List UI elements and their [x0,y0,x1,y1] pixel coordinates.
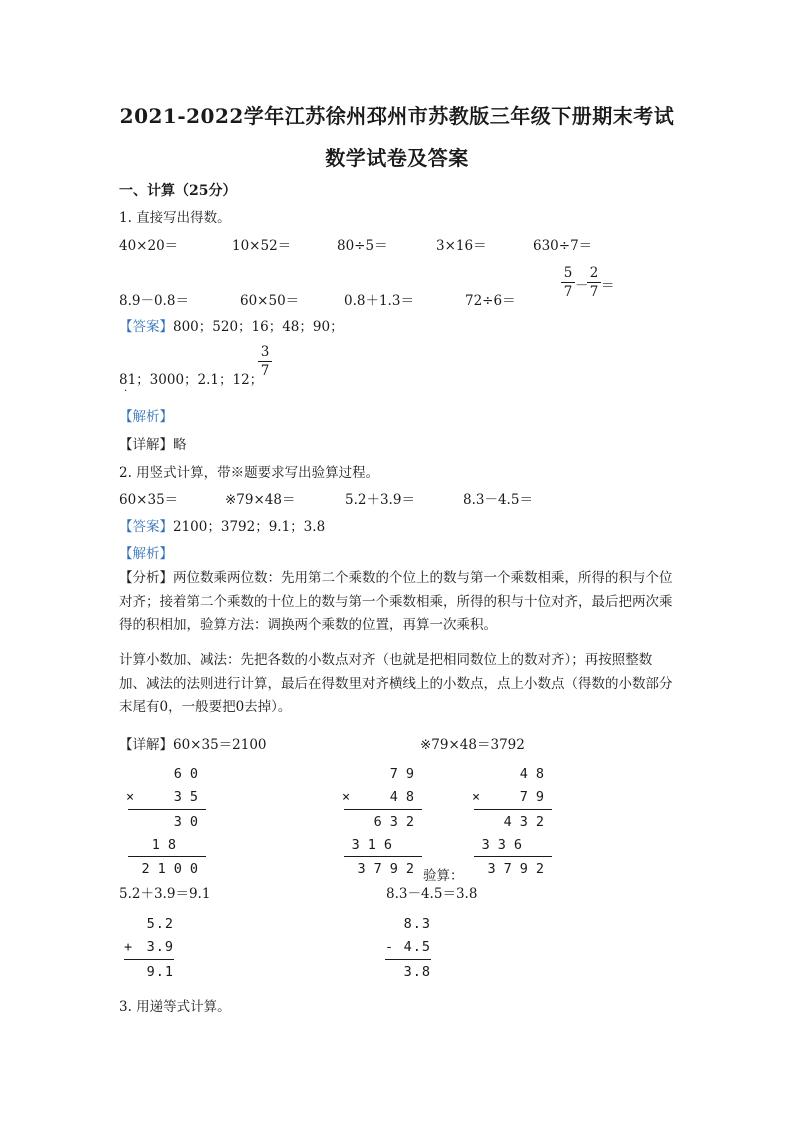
q2-eq4: 8.3－4.5＝3.8 [386,886,478,902]
fenxi-tag: 【分析】 [119,570,173,586]
dot-mark: · [124,386,128,397]
q2-decimal-method: 计算小数加、减法：先把各数的小数点对齐（也就是把相同数位上的数对齐）；再按照整数加、减法的法则进行计算，最后在得数里对齐横线上的小数点，点上小数点（得数的小数部分末尾有0，一般要把0去掉）。 [119,652,673,715]
answer-tag: 【答案】 [119,319,173,335]
fraction-numerator: 2 [589,265,599,281]
calc-partial-1: 30 [173,814,206,830]
calc-result: 9.1 [146,964,174,980]
q2-eq3: 5.2＋3.9＝9.1 [119,886,211,902]
multiply-sign: × [342,789,351,805]
calc-line [124,959,174,960]
fraction-5-7 [561,265,575,300]
calc-top: 48 [519,766,552,782]
vertical-calc-8.3minus4.5 [383,916,431,991]
minus-sign: - [385,939,394,955]
fraction-denominator: 7 [563,284,573,300]
calc-second: 3.9 [146,939,174,955]
plus-sign: + [124,939,133,955]
calc-partial-1: 632 [373,814,422,830]
q1-item: 40×20＝ [119,238,179,254]
q2-prompt: 2. 用竖式计算，带※题要求写出验算过程。 [119,465,380,481]
q1-item: 630÷7＝ [533,238,593,254]
answer-text: 2100；3792；9.1；3.8 [173,519,326,535]
detail-tag: 【详解】 [119,437,173,453]
fraction-bar [258,361,272,362]
calc-result: 2100 [141,861,206,877]
multiply-sign: × [126,789,135,805]
calc-result: 3792 [357,861,422,877]
q1-item: 80÷5＝ [337,238,388,254]
calc-partial-2: 18 [151,837,184,853]
vertical-calc-79x48 [338,766,422,886]
title-line-1: 2021-2022学年江苏徐州邳州市苏教版三年级下册期末考试 [119,104,675,128]
detail-text: 略 [173,437,187,453]
calc-top: 60 [173,766,206,782]
calc-multiplier: 35 [173,789,206,805]
detail-tag: 【详解】 [119,737,173,753]
calc-multiplier: 79 [519,789,552,805]
calc-partial-2: 336 [481,837,530,853]
q2-problem: 5.2＋3.9＝ [345,492,415,508]
q2-problem: ※79×48＝ [225,492,296,508]
q2-problem: 8.3－4.5＝ [463,492,533,508]
q1-prompt: 1. 直接写出得数。 [119,210,231,226]
calc-top: 79 [389,766,422,782]
fraction-bar [587,282,601,283]
check-label: 验算： [423,868,464,884]
vertical-calc-5.2plus3.9 [122,916,174,991]
fraction-denominator: 7 [589,284,599,300]
calc-line [128,856,206,857]
fraction-equals: ＝ [601,278,615,294]
calc-partial-1: 432 [503,814,552,830]
q1-item: 3×16＝ [436,238,487,254]
q2-answer [119,515,325,535]
section-heading: 一、计算（25分） [119,183,237,199]
q1-detail [119,433,187,453]
q1-item: 72÷6＝ [465,293,516,309]
q1-answer [119,315,344,335]
calc-multiplier: 48 [389,789,422,805]
calc-line [128,809,206,810]
detail-eq: 60×35＝2100 [173,737,267,753]
calc-line [474,856,552,857]
calc-line [385,959,431,960]
fenxi-text: 两位数乘两位数：先用第二个乘数的个位上的数与第一个乘数相乘，所得的积与个位对齐；接着第二个乘数的十位上的数与第一个乘数相乘，所得的积与十位对齐，最后把两次乘得的积相加，验算方法：调换两个乘数的位置，再算一次乘积。 [119,570,673,633]
calc-partial-2: 316 [351,837,400,853]
fraction-numerator: 3 [260,344,270,360]
q3-prompt: 3. 用递等式计算。 [119,999,231,1015]
fraction-denominator: 7 [260,363,270,379]
q1-answer-line2: 81；3000；2.1；12； [119,372,264,388]
fraction-numerator: 5 [563,265,573,281]
title-line-2: 数学试卷及答案 [325,146,469,170]
q1-analysis-tag: 【解析】 [119,409,173,425]
fraction-3-7 [258,344,272,379]
calc-result: 3792 [487,861,552,877]
q1-item: 8.9－0.8＝ [119,293,189,309]
vertical-calc-60x35 [122,766,206,886]
q2-fenxi [119,567,679,638]
calc-top: 8.3 [403,916,431,932]
answer-tag: 【答案】 [119,519,173,535]
fraction-bar [561,282,575,283]
vertical-calc-48x79 [468,766,552,886]
calc-second: 4.5 [403,939,431,955]
calc-line [474,809,552,810]
q2-analysis-tag: 【解析】 [119,546,173,562]
calc-result: 3.8 [403,964,431,980]
q1-item: 10×52＝ [232,238,292,254]
multiply-sign: × [472,789,481,805]
q2-problem: 60×35＝ [119,492,179,508]
q1-item: 60×50＝ [240,293,300,309]
calc-line [344,856,422,857]
calc-line [344,809,422,810]
q2-detail [119,733,267,753]
fraction-minus: － [575,278,589,294]
fraction-2-7 [587,265,601,300]
q2-detail-eq2: ※79×48＝3792 [420,737,525,753]
answer-text: 800；520；16；48；90； [173,319,344,335]
q1-item: 0.8＋1.3＝ [344,293,414,309]
calc-top: 5.2 [146,916,174,932]
